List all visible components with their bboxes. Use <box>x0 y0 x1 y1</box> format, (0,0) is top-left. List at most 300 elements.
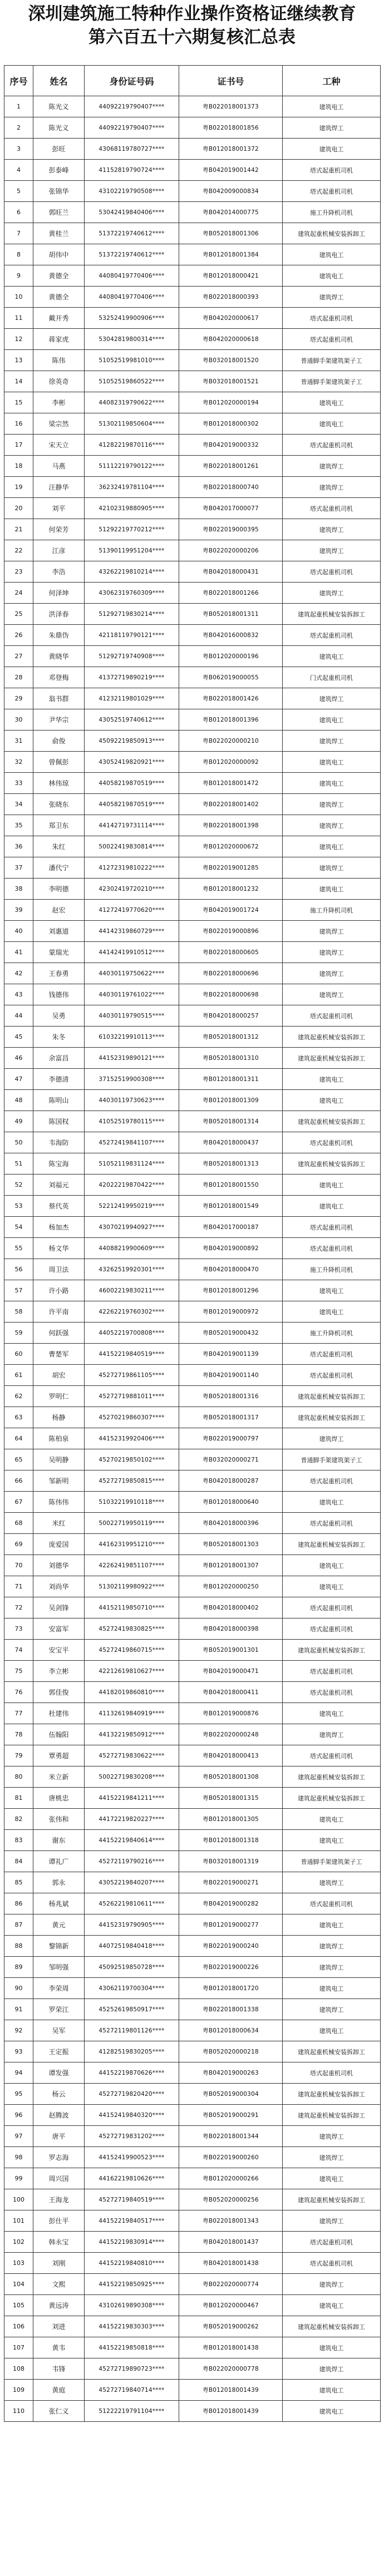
cell-id-number: 41282219870116**** <box>85 435 179 456</box>
cell-job-type: 建筑起重机械安装拆卸工 <box>283 1111 381 1132</box>
cell-certificate: 粤B042017000077 <box>179 498 283 519</box>
cell-id-number: 43052419820921**** <box>85 752 179 773</box>
table-row <box>4 1830 381 1851</box>
cell-name: 赵腾波 <box>33 2105 85 2126</box>
table-row <box>4 667 381 688</box>
cell-id-number: 44058219870519**** <box>85 773 179 794</box>
cell-name: 王春勇 <box>33 963 85 984</box>
cell-name: 钱德伟 <box>33 984 85 1005</box>
cell-index: 102 <box>4 2232 33 2253</box>
cell-name: 赵宏 <box>33 900 85 921</box>
table-row <box>4 2401 381 2422</box>
table-row <box>4 963 381 984</box>
cell-job-type: 建筑焊工 <box>283 583 381 604</box>
cell-index: 35 <box>4 815 33 836</box>
cell-id-number: 42022219870422**** <box>85 1175 179 1196</box>
cell-name: 李明德 <box>33 879 85 900</box>
cell-certificate: 粤B052018001306 <box>179 223 283 244</box>
cell-id-number: 42262419851107**** <box>85 1555 179 1576</box>
cell-index: 2 <box>4 117 33 139</box>
cell-index: 95 <box>4 2084 33 2105</box>
table-row <box>4 2126 381 2147</box>
cell-index: 34 <box>4 794 33 815</box>
cell-name: 何跃强 <box>33 1322 85 1344</box>
table-row <box>4 1978 381 1999</box>
cell-job-type: 普通脚手架建筑架子工 <box>283 371 381 392</box>
table-row <box>4 308 381 329</box>
cell-id-number: 45270219860307**** <box>85 1407 179 1428</box>
cell-job-type: 建筑电工 <box>283 773 381 794</box>
cell-job-type: 建筑焊工 <box>283 1936 381 1957</box>
cell-name: 杨云 <box>33 2084 85 2105</box>
cell-name: 黄庭 <box>33 2380 85 2401</box>
cell-index: 100 <box>4 2189 33 2210</box>
cell-certificate: 粤B022018001261 <box>179 456 283 477</box>
cell-index: 86 <box>4 1893 33 1914</box>
cell-certificate: 粤B042019000263 <box>179 2062 283 2084</box>
cell-index: 28 <box>4 667 33 688</box>
cell-certificate: 粤B012018001439 <box>179 2401 283 2422</box>
cell-index: 94 <box>4 2062 33 2084</box>
cell-certificate: 粤B012018001296 <box>179 1280 283 1301</box>
cell-index: 56 <box>4 1259 33 1280</box>
table-row <box>4 1640 381 1661</box>
cell-id-number: 45272119790216**** <box>85 1851 179 1872</box>
table-row <box>4 1661 381 1682</box>
cell-id-number: 51372219740612**** <box>85 244 179 265</box>
cell-index: 14 <box>4 371 33 392</box>
cell-certificate: 粤B012020000194 <box>179 392 283 413</box>
cell-job-type: 建筑电工 <box>283 1576 381 1597</box>
cell-index: 16 <box>4 413 33 435</box>
cell-certificate: 粤B012018001550 <box>179 1175 283 1196</box>
cell-index: 61 <box>4 1365 33 1386</box>
table-row <box>4 2062 381 2084</box>
cell-job-type: 建筑起重机械安装拆卸工 <box>283 2189 381 2210</box>
cell-name: 米红 <box>33 1513 85 1534</box>
table-row <box>4 1492 381 1513</box>
cell-job-type: 塔式起重机司机 <box>283 308 381 329</box>
table-row <box>4 392 381 413</box>
cell-id-number: 44082319790622**** <box>85 392 179 413</box>
table-row <box>4 202 381 223</box>
cell-name: 彭旺 <box>33 139 85 160</box>
cell-certificate: 粤B022020000774 <box>179 2274 283 2295</box>
title-line-1: 深圳建筑施工特种作业操作资格证继续教育 <box>28 4 356 24</box>
cell-certificate: 粤B012020000196 <box>179 646 283 667</box>
cell-name: 吴军 <box>33 2020 85 2041</box>
table-row <box>4 794 381 815</box>
cell-certificate: 粤B042018000402 <box>179 1597 283 1618</box>
table-row <box>4 1914 381 1936</box>
cell-index: 39 <box>4 900 33 921</box>
cell-name: 洪泽春 <box>33 604 85 625</box>
cell-job-type: 塔式起重机司机 <box>283 1470 381 1492</box>
cell-name: 陈光义 <box>33 96 85 117</box>
col-header-job-type: 工种 <box>283 66 381 96</box>
cell-certificate: 粤B042018000413 <box>179 1745 283 1766</box>
table-row <box>4 329 381 350</box>
table-row <box>4 2295 381 2316</box>
cell-index: 13 <box>4 350 33 371</box>
cell-job-type: 建筑起重机械安装拆卸工 <box>283 1640 381 1661</box>
cell-certificate: 粤B012018001232 <box>179 879 283 900</box>
cell-name: 唐平 <box>33 2126 85 2147</box>
cell-job-type: 施工升降机司机 <box>283 1259 381 1280</box>
cell-job-type: 塔式起重机司机 <box>283 1618 381 1640</box>
table-row <box>4 160 381 181</box>
cell-id-number: 50022719950119**** <box>85 1513 179 1534</box>
table-row <box>4 1851 381 1872</box>
cell-certificate: 粤B042018000437 <box>179 1132 283 1153</box>
table-row <box>4 2337 381 2358</box>
cell-job-type: 建筑电工 <box>283 2295 381 2316</box>
cell-id-number: 43102219790508**** <box>85 181 179 202</box>
cell-job-type: 塔式起重机司机 <box>283 2253 381 2274</box>
cell-index: 18 <box>4 456 33 477</box>
cell-index: 48 <box>4 1090 33 1111</box>
cell-id-number: 41052519780115**** <box>85 1111 179 1132</box>
cell-id-number: 44152219850818**** <box>85 2337 179 2358</box>
table-row <box>4 1196 381 1217</box>
table-row <box>4 709 381 731</box>
col-header-certificate: 证书号 <box>179 66 283 96</box>
table-row <box>4 1597 381 1618</box>
table-row <box>4 1153 381 1175</box>
cell-index: 81 <box>4 1788 33 1809</box>
cell-certificate: 粤B012018001384 <box>179 244 283 265</box>
cell-job-type: 建筑起重机械安装拆卸工 <box>283 1048 381 1069</box>
cell-certificate: 粤B042009000834 <box>179 181 283 202</box>
cell-certificate: 粤B012018001311 <box>179 1069 283 1090</box>
cell-job-type: 建筑焊工 <box>283 2210 381 2232</box>
cell-name: 黄桂兰 <box>33 223 85 244</box>
cell-certificate: 粤B042018000470 <box>179 1259 283 1280</box>
cell-job-type: 建筑电工 <box>283 1175 381 1196</box>
cell-job-type: 建筑焊工 <box>283 2358 381 2380</box>
cell-id-number: 42262219760302**** <box>85 1301 179 1322</box>
cell-id-number: 44030119750622**** <box>85 963 179 984</box>
cell-id-number: 44152219870626**** <box>85 2062 179 2084</box>
cell-index: 53 <box>4 1196 33 1217</box>
cell-index: 65 <box>4 1449 33 1470</box>
table-row <box>4 900 381 921</box>
cell-certificate: 粤B052019000304 <box>179 2084 283 2105</box>
cell-job-type: 建筑电工 <box>283 1703 381 1724</box>
cell-certificate: 粤B022018000698 <box>179 984 283 1005</box>
cell-job-type: 建筑电工 <box>283 413 381 435</box>
table-row <box>4 1936 381 1957</box>
cell-index: 46 <box>4 1048 33 1069</box>
cell-index: 59 <box>4 1322 33 1344</box>
cell-id-number: 44152219840614**** <box>85 1830 179 1851</box>
table-row <box>4 2041 381 2062</box>
cell-index: 31 <box>4 731 33 752</box>
cell-job-type: 建筑起重机械安装拆卸工 <box>283 1407 381 1428</box>
table-row <box>4 1322 381 1344</box>
cell-index: 109 <box>4 2380 33 2401</box>
cell-job-type: 塔式起重机司机 <box>283 625 381 646</box>
cell-certificate: 粤B052018001314 <box>179 1111 283 1132</box>
table-row <box>4 1893 381 1914</box>
cell-name: 杜建伟 <box>33 1703 85 1724</box>
cell-job-type: 建筑电工 <box>283 1280 381 1301</box>
cell-name: 张晓东 <box>33 794 85 815</box>
cell-job-type: 建筑焊工 <box>283 921 381 942</box>
cell-id-number: 44152219850925**** <box>85 2274 179 2295</box>
cell-name: 陈柏泉 <box>33 1428 85 1449</box>
table-row <box>4 1703 381 1724</box>
cell-certificate: 粤B042019000332 <box>179 435 283 456</box>
cell-certificate: 粤B022020000248 <box>179 1724 283 1745</box>
table-row <box>4 1175 381 1196</box>
cell-index: 49 <box>4 1111 33 1132</box>
cell-id-number: 44152319920406**** <box>85 1428 179 1449</box>
table-row <box>4 773 381 794</box>
cell-certificate: 粤B012018000634 <box>179 2020 283 2041</box>
cell-index: 42 <box>4 963 33 984</box>
cell-name: 刘尚华 <box>33 1576 85 1597</box>
cell-id-number: 43062319760309**** <box>85 583 179 604</box>
cell-id-number: 45272719830622**** <box>85 1745 179 1766</box>
cell-index: 101 <box>4 2210 33 2232</box>
cell-name: 谢东 <box>33 1830 85 1851</box>
cell-index: 69 <box>4 1534 33 1555</box>
table-row <box>4 287 381 308</box>
cell-job-type: 建筑焊工 <box>283 477 381 498</box>
summary-table <box>4 65 381 2422</box>
cell-id-number: 43102619890308**** <box>85 2295 179 2316</box>
cell-index: 92 <box>4 2020 33 2041</box>
cell-certificate: 粤B042019001442 <box>179 160 283 181</box>
cell-name: 刘惠道 <box>33 921 85 942</box>
cell-certificate: 粤B052018001312 <box>179 1027 283 1048</box>
table-row <box>4 984 381 1005</box>
cell-id-number: 45272719881011**** <box>85 1386 179 1407</box>
cell-id-number: 44092219790407**** <box>85 117 179 139</box>
cell-id-number: 44142319860729**** <box>85 921 179 942</box>
cell-certificate: 粤B022019000395 <box>179 519 283 540</box>
table-row <box>4 688 381 709</box>
cell-id-number: 43052519740612**** <box>85 709 179 731</box>
cell-job-type: 建筑焊工 <box>283 1872 381 1893</box>
cell-index: 82 <box>4 1809 33 1830</box>
cell-id-number: 44152419900523**** <box>85 2147 179 2168</box>
table-row <box>4 1999 381 2020</box>
table-row <box>4 625 381 646</box>
table-row <box>4 1069 381 1090</box>
cell-index: 90 <box>4 1978 33 1999</box>
cell-name: 何荣芳 <box>33 519 85 540</box>
cell-id-number: 44152319890121**** <box>85 1048 179 1069</box>
cell-name: 潘代宁 <box>33 857 85 879</box>
cell-index: 88 <box>4 1936 33 1957</box>
cell-name: 米立新 <box>33 1766 85 1788</box>
cell-name: 黄远涛 <box>33 2295 85 2316</box>
cell-certificate: 粤B012018001318 <box>179 1830 283 1851</box>
cell-certificate: 粤B022018001266 <box>179 583 283 604</box>
cell-name: 黄德全 <box>33 287 85 308</box>
cell-name: 李荣周 <box>33 1978 85 1999</box>
cell-name: 黎锦新 <box>33 1936 85 1957</box>
table-row <box>4 2105 381 2126</box>
cell-job-type: 建筑焊工 <box>283 815 381 836</box>
table-row <box>4 1005 381 1027</box>
cell-job-type: 建筑焊工 <box>283 731 381 752</box>
cell-name: 郭永 <box>33 1872 85 1893</box>
cell-index: 80 <box>4 1766 33 1788</box>
cell-index: 40 <box>4 921 33 942</box>
cell-id-number: 45092519850728**** <box>85 1957 179 1978</box>
cell-name: 蔡代英 <box>33 1196 85 1217</box>
table-row <box>4 2232 381 2253</box>
cell-id-number: 51222219791104**** <box>85 2401 179 2422</box>
cell-certificate: 粤B022018000696 <box>179 963 283 984</box>
cell-job-type: 建筑起重机械安装拆卸工 <box>283 2105 381 2126</box>
cell-index: 89 <box>4 1957 33 1978</box>
table-row <box>4 561 381 583</box>
table-row <box>4 498 381 519</box>
cell-id-number: 46002219830211**** <box>85 1280 179 1301</box>
cell-job-type: 建筑电工 <box>283 836 381 857</box>
cell-name: 何泽坤 <box>33 583 85 604</box>
cell-index: 43 <box>4 984 33 1005</box>
cell-certificate: 粤B052018001311 <box>179 604 283 625</box>
cell-job-type: 塔式起重机司机 <box>283 181 381 202</box>
cell-id-number: 45262219810611**** <box>85 1893 179 1914</box>
cell-id-number: 41272319810222**** <box>85 857 179 879</box>
cell-certificate: 粤B052018001317 <box>179 1407 283 1428</box>
table-row <box>4 857 381 879</box>
cell-certificate: 粤B052019000432 <box>179 1322 283 1344</box>
cell-id-number: 42212619810627**** <box>85 1661 179 1682</box>
cell-index: 17 <box>4 435 33 456</box>
cell-certificate: 粤B012020000092 <box>179 752 283 773</box>
cell-certificate: 粤B022018000605 <box>179 942 283 963</box>
cell-name: 汪静华 <box>33 477 85 498</box>
cell-job-type: 建筑起重机械安装拆卸工 <box>283 2041 381 2062</box>
cell-id-number: 51112219790122**** <box>85 456 179 477</box>
cell-index: 7 <box>4 223 33 244</box>
cell-id-number: 43068119780727**** <box>85 139 179 160</box>
table-row <box>4 1344 381 1365</box>
cell-job-type: 建筑焊工 <box>283 1957 381 1978</box>
cell-index: 15 <box>4 392 33 413</box>
cell-index: 26 <box>4 625 33 646</box>
table-row <box>4 879 381 900</box>
cell-job-type: 塔式起重机司机 <box>283 1893 381 1914</box>
cell-index: 11 <box>4 308 33 329</box>
cell-id-number: 51302119850604**** <box>85 413 179 435</box>
cell-certificate: 粤B042018001438 <box>179 2253 283 2274</box>
cell-name: 朱冬 <box>33 1027 85 1048</box>
cell-certificate: 粤B052018001313 <box>179 1153 283 1175</box>
cell-name: 伍翰阳 <box>33 1724 85 1745</box>
cell-job-type: 建筑焊工 <box>283 519 381 540</box>
cell-certificate: 粤B012020000467 <box>179 2295 283 2316</box>
cell-name: 刘刚 <box>33 2253 85 2274</box>
cell-id-number: 44152419840320**** <box>85 2105 179 2126</box>
cell-certificate: 粤B022018000740 <box>179 477 283 498</box>
cell-name: 翁书群 <box>33 688 85 709</box>
cell-job-type: 塔式起重机司机 <box>283 1745 381 1766</box>
cell-job-type: 建筑起重机械安装拆卸工 <box>283 1027 381 1048</box>
cell-certificate: 粤B042019000282 <box>179 1893 283 1914</box>
cell-id-number: 44152219830303**** <box>85 2316 179 2337</box>
cell-certificate: 粤B042018000431 <box>179 561 283 583</box>
cell-job-type: 建筑起重机械安装拆卸工 <box>283 223 381 244</box>
cell-certificate: 粤B042018000411 <box>179 1682 283 1703</box>
cell-index: 75 <box>4 1661 33 1682</box>
cell-index: 50 <box>4 1132 33 1153</box>
cell-id-number: 44152219840810**** <box>85 2253 179 2274</box>
cell-job-type: 建筑焊工 <box>283 984 381 1005</box>
cell-certificate: 粤B012019000277 <box>179 1914 283 1936</box>
cell-id-number: 51292719830214**** <box>85 604 179 625</box>
table-row <box>4 2380 381 2401</box>
cell-certificate: 粤B032018001521 <box>179 371 283 392</box>
cell-certificate: 粤B022018001426 <box>179 688 283 709</box>
table-row <box>4 2253 381 2274</box>
cell-name: 罗志海 <box>33 2147 85 2168</box>
cell-index: 87 <box>4 1914 33 1936</box>
cell-index: 52 <box>4 1175 33 1196</box>
cell-job-type: 施工升降机司机 <box>283 202 381 223</box>
table-row <box>4 117 381 139</box>
cell-index: 84 <box>4 1851 33 1872</box>
cell-name: 罗明仁 <box>33 1386 85 1407</box>
cell-id-number: 41232119801029**** <box>85 688 179 709</box>
cell-name: 许平南 <box>33 1301 85 1322</box>
cell-id-number: 44152219840519**** <box>85 1344 179 1365</box>
table-row <box>4 1301 381 1322</box>
cell-index: 99 <box>4 2168 33 2189</box>
cell-job-type: 建筑起重机械安装拆卸工 <box>283 604 381 625</box>
cell-id-number: 44132219850912**** <box>85 1724 179 1745</box>
cell-certificate: 粤B022018001402 <box>179 794 283 815</box>
cell-id-number: 45272719831202**** <box>85 2126 179 2147</box>
cell-id-number: 44182019860810**** <box>85 1682 179 1703</box>
cell-id-number: 44162319951210**** <box>85 1534 179 1555</box>
cell-name: 黄元 <box>33 1914 85 1936</box>
cell-name: 刘进 <box>33 2316 85 2337</box>
table-row <box>4 2020 381 2041</box>
cell-index: 5 <box>4 181 33 202</box>
cell-name: 安富军 <box>33 1618 85 1640</box>
cell-index: 37 <box>4 857 33 879</box>
cell-name: 杨加杰 <box>33 1217 85 1238</box>
cell-id-number: 44152219830914**** <box>85 2232 179 2253</box>
cell-name: 吴勇 <box>33 1005 85 1027</box>
cell-index: 44 <box>4 1005 33 1027</box>
cell-index: 71 <box>4 1576 33 1597</box>
cell-index: 20 <box>4 498 33 519</box>
cell-id-number: 50022719830208**** <box>85 1766 179 1788</box>
cell-name: 尹华宗 <box>33 709 85 731</box>
table-row <box>4 2147 381 2168</box>
table-row <box>4 2084 381 2105</box>
cell-index: 47 <box>4 1069 33 1090</box>
cell-certificate: 粤B042016000832 <box>179 625 283 646</box>
cell-certificate: 粤B032018001520 <box>179 350 283 371</box>
cell-job-type: 塔式起重机司机 <box>283 1365 381 1386</box>
cell-id-number: 51372219740612**** <box>85 223 179 244</box>
table-row <box>4 646 381 667</box>
cell-job-type: 塔式起重机司机 <box>283 1132 381 1153</box>
cell-job-type: 建筑焊工 <box>283 2147 381 2168</box>
cell-id-number: 45092219850913**** <box>85 731 179 752</box>
cell-name: 周卫法 <box>33 1259 85 1280</box>
